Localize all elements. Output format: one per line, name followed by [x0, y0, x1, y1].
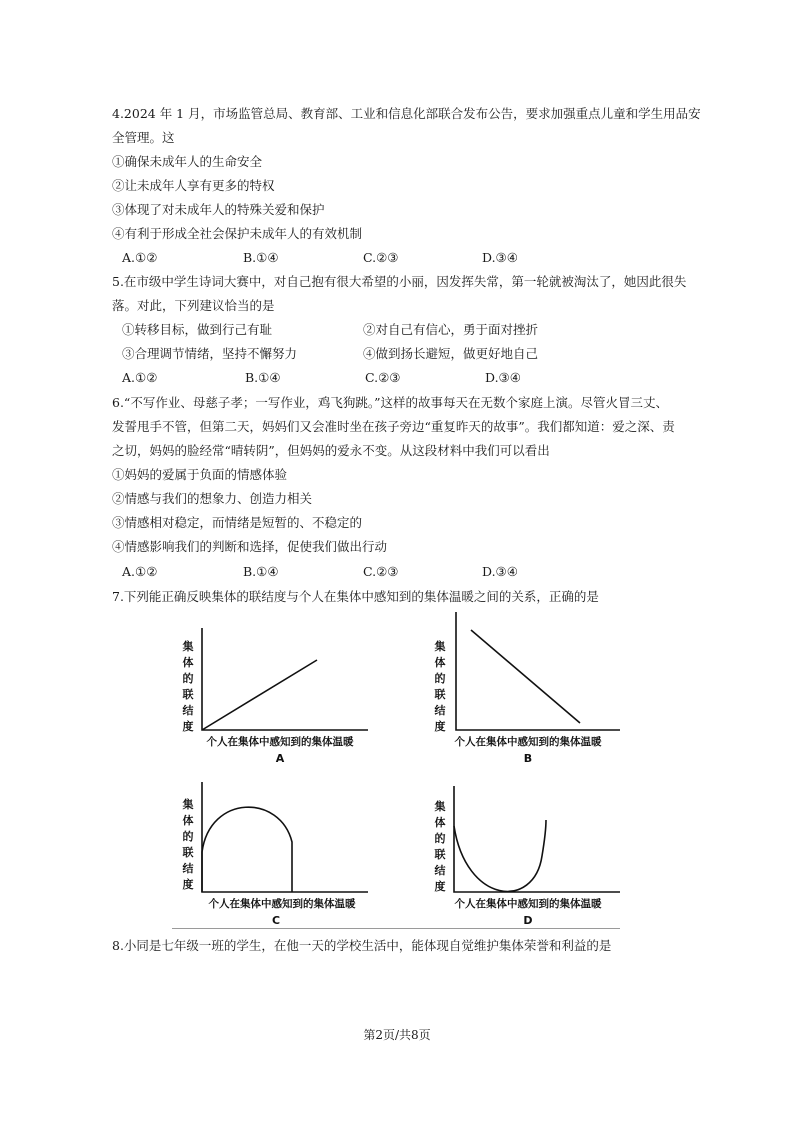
chart-d-ylabel-char: 结 [434, 864, 446, 877]
q5-option-a: A.①② [122, 370, 158, 385]
figure-bottom-rule [172, 928, 620, 929]
chart-c-xlabel: 个人在集体中感知到的集体温暖 [208, 898, 356, 910]
q6-stem-line3: 之切，妈妈的脸经常“晴转阴”，但妈妈的爱永不变。从这段材料中我们可以看出 [112, 443, 550, 458]
chart-a-ylabel-char: 结 [182, 704, 194, 717]
q6-item-1: ①妈妈的爱属于负面的情感体验 [112, 467, 288, 482]
q5-item-3: ③合理调节情绪，坚持不懈努力 [122, 346, 298, 361]
chart-a-ylabel-char: 度 [182, 720, 194, 733]
chart-b-ylabel-char: 集 [434, 640, 446, 653]
chart-d-ylabel-char: 体 [434, 816, 446, 829]
chart-d-curve [454, 820, 546, 891]
chart-d [424, 786, 624, 928]
chart-a [172, 628, 372, 768]
chart-a-line [202, 660, 317, 730]
q5-stem-line2: 落。对此，下列建议恰当的是 [112, 298, 275, 313]
chart-c-letter: C [271, 914, 281, 927]
chart-a-ylabel-char: 联 [182, 688, 194, 701]
chart-b-ylabel-char: 体 [434, 656, 446, 669]
chart-b-axes [456, 612, 620, 730]
q6-item-3: ③情感相对稳定，而情绪是短暂的、不稳定的 [112, 515, 363, 530]
q5-item-1: ①转移目标，做到行己有耻 [122, 322, 273, 337]
chart-a-ylabel-char: 体 [182, 656, 194, 669]
chart-c-ylabel-char: 度 [182, 878, 194, 891]
q4-item-4: ④有利于形成全社会保护未成年人的有效机制 [112, 226, 363, 241]
chart-c-ylabel-char: 体 [182, 814, 194, 827]
chart-c-ylabel [183, 797, 194, 891]
chart-a-xlabel: 个人在集体中感知到的集体温暖 [206, 736, 354, 748]
q6-item-2: ②情感与我们的想象力、创造力相关 [112, 491, 313, 506]
chart-d-ylabel-char: 集 [434, 800, 446, 813]
q6-option-a: A.①② [122, 564, 158, 579]
q5-option-b: B.①④ [245, 370, 281, 385]
q5-item-2: ②对自己有信心，勇于面对挫折 [363, 322, 539, 337]
chart-a-letter: A [275, 752, 285, 765]
chart-b [424, 610, 624, 768]
q4-option-c: C.②③ [363, 250, 399, 265]
chart-a-ylabel-char: 集 [182, 640, 194, 653]
q6-option-d: D.③④ [482, 564, 518, 579]
q4-option-b: B.①④ [243, 250, 279, 265]
q5-option-d: D.③④ [485, 370, 521, 385]
chart-c-ylabel-char: 结 [182, 862, 194, 875]
chart-a-ylabel [183, 639, 194, 733]
q6-item-4: ④情感影响我们的判断和选择，促使我们做出行动 [112, 539, 388, 554]
chart-c-axes [202, 782, 368, 892]
q5-stem-line1: 5.在市级中学生诗词大赛中，对自己抱有很大希望的小丽，因发挥失常，第一轮就被淘汰了，她因此很失 [112, 274, 687, 289]
chart-c-ylabel-char: 集 [182, 798, 194, 811]
chart-d-ylabel-char: 联 [434, 848, 446, 861]
q6-option-c: C.②③ [363, 564, 399, 579]
q6-stem-line1: 6.“不写作业、母慈子孝；一写作业，鸡飞狗跳。”这样的故事每天在无数个家庭上演。尽管火冒三丈、 [112, 395, 668, 410]
chart-c-ylabel-char: 联 [182, 846, 194, 859]
chart-b-ylabel-char: 度 [434, 720, 446, 733]
q4-item-2: ②让未成年人享有更多的特权 [112, 178, 275, 193]
chart-d-letter: D [523, 914, 533, 927]
q4-item-1: ①确保未成年人的生命安全 [112, 154, 263, 169]
q4-stem-line2: 全管理。这 [112, 130, 175, 145]
q8-stem: 8.小同是七年级一班的学生，在他一天的学校生活中，能体现自觉维护集体荣誉和利益的是 [112, 938, 612, 953]
chart-d-ylabel-char: 度 [434, 880, 446, 893]
chart-d-axes [454, 786, 620, 892]
chart-b-ylabel-char: 的 [434, 672, 446, 685]
q4-stem-line1: 4.2024 年 1 月，市场监管总局、教育部、工业和信息化部联合发布公告，要求加强重点儿童和学生用品安 [112, 106, 701, 121]
q4-option-d: D.③④ [482, 250, 518, 265]
q4-option-a: A.①② [122, 250, 158, 265]
q5-item-4: ④做到扬长避短，做更好地自己 [363, 346, 539, 361]
page-number: 第2页/共8页 [363, 1028, 431, 1042]
chart-b-ylabel-char: 结 [434, 704, 446, 717]
chart-a-ylabel-char: 的 [182, 672, 194, 685]
q7-stem: 7.下列能正确反映集体的联结度与个人在集体中感知到的集体温暖之间的关系，正确的是 [112, 589, 599, 604]
chart-d-ylabel [435, 799, 446, 893]
chart-c [172, 782, 372, 928]
chart-d-xlabel: 个人在集体中感知到的集体温暖 [454, 898, 602, 910]
chart-b-xlabel: 个人在集体中感知到的集体温暖 [454, 736, 602, 748]
q6-stem-line2: 发誓甩手不管，但第二天，妈妈们又会准时坐在孩子旁边“重复昨天的故事”。我们都知道：爱之深、责 [112, 419, 675, 434]
chart-b-line [471, 630, 580, 723]
chart-d-ylabel-char: 的 [434, 832, 446, 845]
chart-b-ylabel-char: 联 [434, 688, 446, 701]
chart-b-letter: B [523, 752, 533, 765]
q4-item-3: ③体现了对未成年人的特殊关爱和保护 [112, 202, 325, 217]
chart-c-curve [202, 807, 292, 892]
q6-option-b: B.①④ [243, 564, 279, 579]
chart-c-ylabel-char: 的 [182, 830, 194, 843]
chart-b-ylabel [435, 639, 446, 733]
q5-option-c: C.②③ [365, 370, 401, 385]
